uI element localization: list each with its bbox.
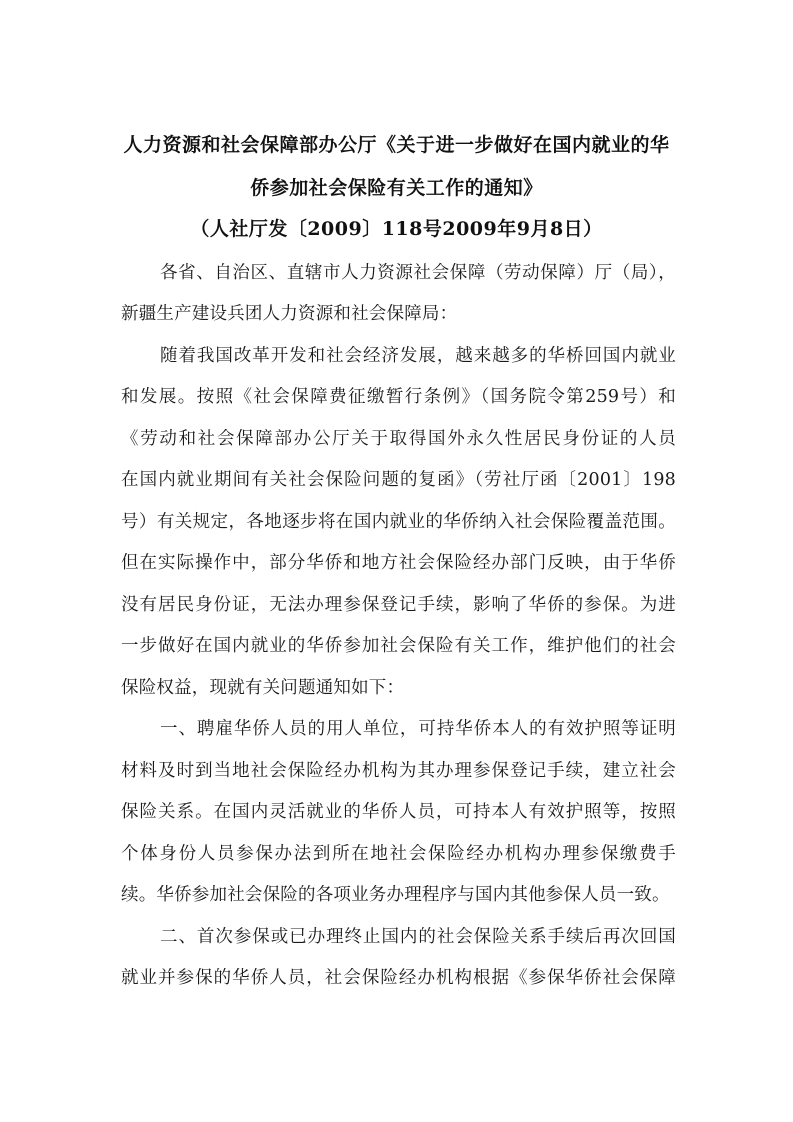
document-title-line-1: 人力资源和社会保障部办公厅《关于进一步做好在国内就业的华 xyxy=(123,134,670,156)
paragraph-3-line-2: 材料及时到当地社会保险经办机构为其办理参保登记手续，建立社会 xyxy=(121,761,676,781)
paragraph-2-line-7: 没有居民身份证，无法办理参保登记手续，影响了华侨的参保。为进 xyxy=(121,595,676,615)
paragraph-2-line-5: 号）有关规定，各地逐步将在国内就业的华侨纳入社会保险覆盖范围。 xyxy=(121,512,676,532)
addressee-line-2: 新疆生产建设兵团人力资源和社会保障局： xyxy=(121,304,458,324)
paragraph-3-line-3: 保险关系。在国内灵活就业的华侨人员，可持本人有效护照等，按照 xyxy=(121,802,676,822)
paragraph-2-line-6: 但在实际操作中，部分华侨和地方社会保险经办部门反映，由于华侨 xyxy=(121,553,676,573)
paragraph-4-line-1: 二、首次参保或已办理终止国内的社会保险关系手续后再次回国 xyxy=(160,927,676,947)
paragraph-2-line-8: 一步做好在国内就业的华侨参加社会保险有关工作，维护他们的社会 xyxy=(121,636,676,656)
paragraph-2-line-2: 和发展。按照《社会保障费征缴暂行条例》（国务院令第259号）和 xyxy=(121,387,676,407)
paragraph-3-line-5: 续。华侨参加社会保险的各项业务办理程序与国内其他参保人员一致。 xyxy=(121,885,670,905)
paragraph-3-line-1: 一、聘雇华侨人员的用人单位，可持华侨本人的有效护照等证明 xyxy=(160,719,676,739)
addressee-line-1: 各省、自治区、直辖市人力资源社会保障（劳动保障）厅（局）， xyxy=(160,263,676,283)
paragraph-3-line-4: 个体身份人员参保办法到所在地社会保险经办机构办理参保缴费手 xyxy=(121,844,676,864)
paragraph-2-line-4: 在国内就业期间有关社会保险问题的复函》（劳社厅函〔2001〕198 xyxy=(121,470,676,490)
paragraph-2-line-9: 保险权益，现就有关问题通知如下： xyxy=(121,678,405,698)
paragraph-4-line-2: 就业并参保的华侨人员，社会保险经办机构根据《参保华侨社会保障 xyxy=(121,968,676,988)
document-title-line-2: 侨参加社会保险有关工作的通知》 xyxy=(250,177,543,199)
paragraph-2-line-1: 随着我国改革开发和社会经济发展，越来越多的华桥回国内就业 xyxy=(160,346,676,366)
document-number-date: （人社厅发〔2009〕118号2009年9月8日） xyxy=(190,218,603,240)
paragraph-2-line-3: 《劳动和社会保障部办公厅关于取得国外永久性居民身份证的人员 xyxy=(121,429,676,449)
